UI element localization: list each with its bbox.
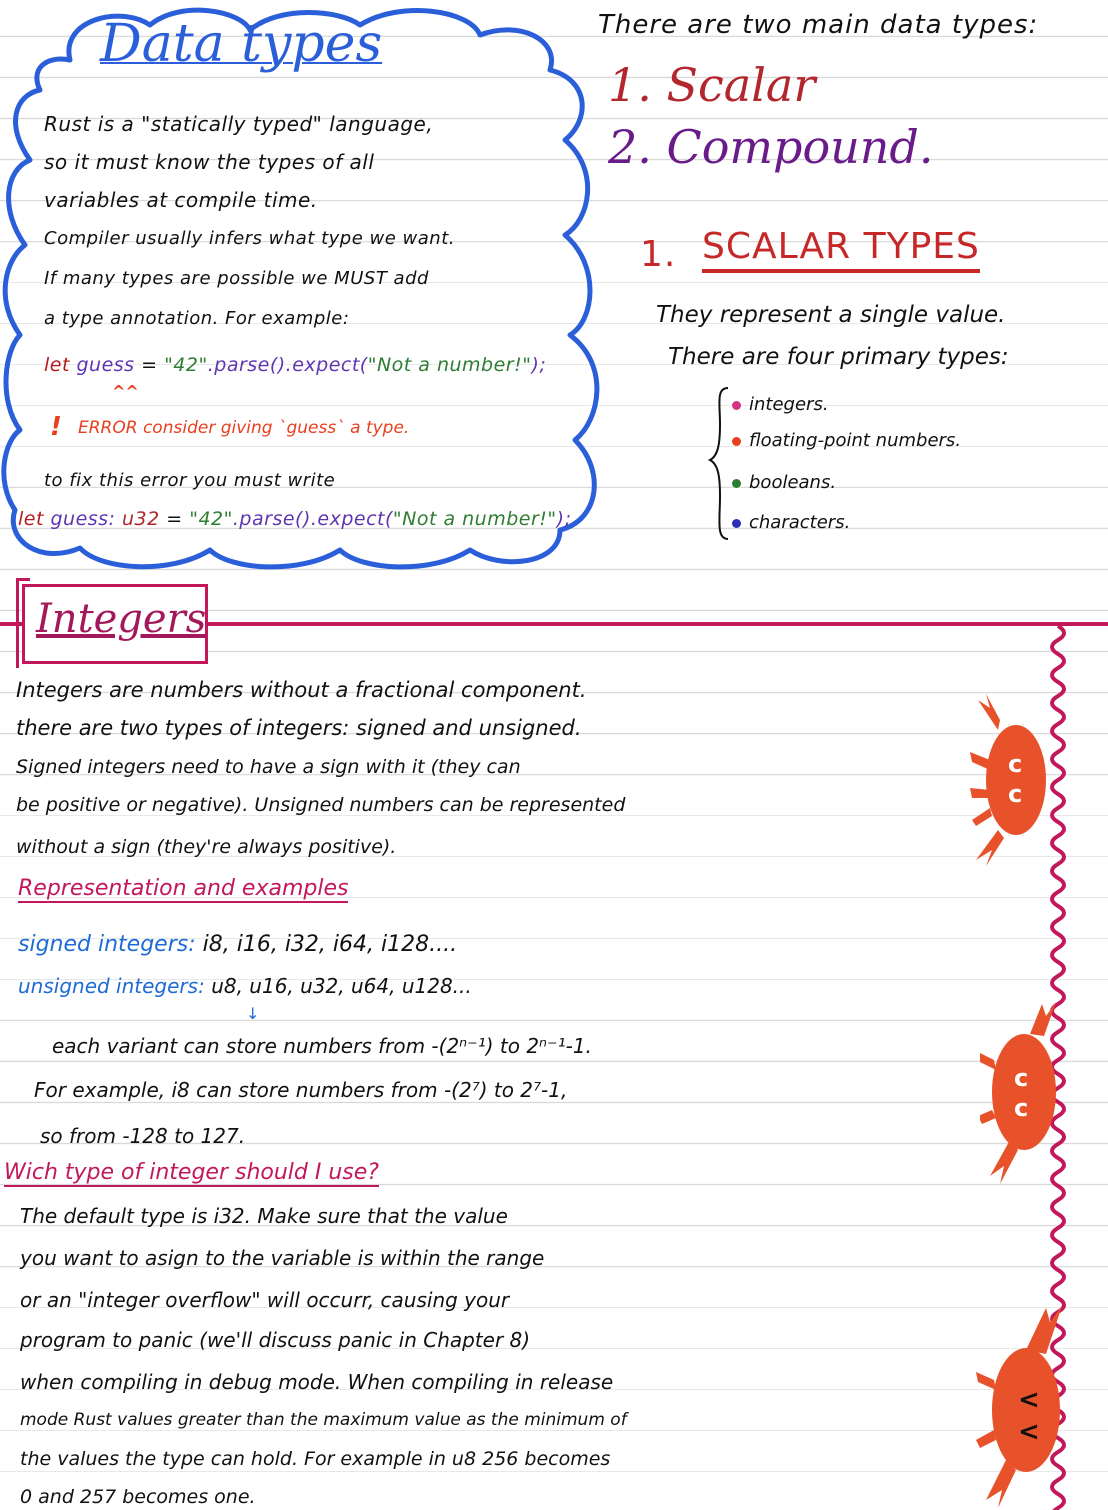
unsigned-label: unsigned integers: (18, 974, 205, 998)
fix-text: to fix this error you must write (44, 470, 336, 491)
range-line-1: each variant can store numbers from -(2ⁿ⁻¹) to 2ⁿ⁻¹-1. (52, 1034, 592, 1058)
code2-type: u32 (115, 508, 160, 530)
integers-heading: Integers (36, 596, 207, 642)
code2-variable: guess: (50, 508, 116, 530)
data-types-intro: There are two main data types: (598, 10, 1039, 40)
bullet-dot-icon (732, 519, 741, 528)
which-line-7: the values the type can hold. For example in u8 256 becomes (20, 1448, 611, 1470)
signed-values: i8, i16, i32, i64, i128.... (202, 932, 458, 957)
code2-string: "42" (189, 508, 233, 530)
heading-box-shadow (16, 578, 30, 668)
unsigned-values: u8, u16, u32, u64, u128... (211, 974, 472, 998)
code1-string: "42" (164, 354, 208, 376)
error-carets: ^^ (112, 382, 139, 401)
intro-line-2: so it must know the types of all (44, 150, 375, 174)
which-line-6: mode Rust values greater than the maximum value as the minimum of (20, 1410, 627, 1430)
bullet-dot-icon (732, 479, 741, 488)
which-line-4: program to panic (we'll discuss panic in Chapter 8) (20, 1328, 531, 1352)
code1-end: ); (531, 354, 547, 376)
svg-text:<: < (1018, 1385, 1040, 1415)
scalar-desc-2: There are four primary types: (668, 344, 1009, 370)
which-line-1: The default type is i32. Make sure that the value (20, 1204, 508, 1228)
which-line-8: 0 and 257 becomes one. (20, 1486, 256, 1508)
integers-line-2: there are two types of integers: signed and unsigned. (16, 716, 582, 740)
integers-line-1: Integers are numbers without a fractional component. (16, 678, 587, 702)
code-example-1 (44, 354, 546, 376)
intro-line-3: variables at compile time. (44, 188, 318, 212)
integers-line-5: without a sign (they're always positive). (16, 836, 397, 858)
intro-line-6: a type annotation. For example: (44, 308, 350, 329)
svg-text:c: c (1014, 1064, 1029, 1092)
unsigned-row (18, 974, 472, 998)
type-label: characters. (749, 512, 851, 533)
type-integers (732, 394, 829, 415)
brace-icon (708, 384, 732, 544)
svg-text:c: c (1014, 1094, 1029, 1122)
compound-item: 2. Compound. (608, 120, 934, 174)
representation-heading: Representation and examples (18, 876, 349, 901)
range-line-3: so from -128 to 127. (40, 1124, 246, 1148)
type-label: floating-point numbers. (749, 430, 962, 451)
scalar-heading: SCALAR TYPES (702, 226, 980, 273)
scalar-desc-1: They represent a single value. (656, 302, 1006, 328)
signed-label: signed integers: (18, 932, 196, 957)
type-label: integers. (749, 394, 829, 415)
integers-line-3: Signed integers need to have a sign with it (they can (16, 756, 521, 778)
signed-row (18, 932, 457, 957)
code-example-2 (18, 508, 571, 530)
error-icon: ! (50, 412, 62, 442)
scalar-heading-number: 1. (640, 234, 677, 275)
intro-line-4: Compiler usually infers what type we want. (44, 228, 455, 249)
code1-message: "Not a number!" (367, 354, 532, 376)
intro-line-1: Rust is a "statically typed" language, (44, 112, 434, 136)
crab-icon (968, 690, 1060, 870)
which-line-2: you want to asign to the variable is within the range (20, 1246, 545, 1270)
code1-variable: guess (76, 354, 135, 376)
code2-end: ); (556, 508, 572, 530)
code2-message: "Not a number!" (392, 508, 557, 530)
type-floating-point (732, 430, 961, 451)
crab-icon (976, 1300, 1076, 1510)
scalar-item: 1. Scalar (608, 58, 816, 112)
code1-keyword: let (44, 354, 70, 376)
svg-text:c: c (1008, 780, 1023, 808)
down-arrow-icon: ↓ (246, 1004, 260, 1023)
code2-method: .parse().expect( (232, 508, 393, 530)
error-text: ERROR consider giving `guess` a type. (78, 418, 410, 438)
integers-line-4: be positive or negative). Unsigned numbers can be represented (16, 794, 626, 816)
crab-icon (980, 1000, 1072, 1190)
code1-method: .parse().expect( (207, 354, 368, 376)
type-label: booleans. (749, 472, 837, 493)
which-line-3: or an "integer overflow" will occurr, causing your (20, 1288, 510, 1312)
svg-text:<: < (1018, 1417, 1040, 1447)
range-line-2: For example, i8 can store numbers from -(2⁷) to 2⁷-1, (34, 1078, 568, 1102)
bullet-dot-icon (732, 437, 741, 446)
svg-text:c: c (1008, 750, 1023, 778)
which-line-5: when compiling in debug mode. When compiling in release (20, 1370, 614, 1394)
code1-equals: = (134, 354, 165, 376)
type-booleans (732, 472, 836, 493)
intro-line-5: If many types are possible we MUST add (44, 268, 429, 289)
bullet-dot-icon (732, 401, 741, 410)
type-characters (732, 512, 850, 533)
code2-keyword: let (18, 508, 44, 530)
which-type-heading: Wich type of integer should I use? (4, 1160, 379, 1185)
page-title: Data types (100, 14, 383, 74)
code2-equals: = (159, 508, 190, 530)
